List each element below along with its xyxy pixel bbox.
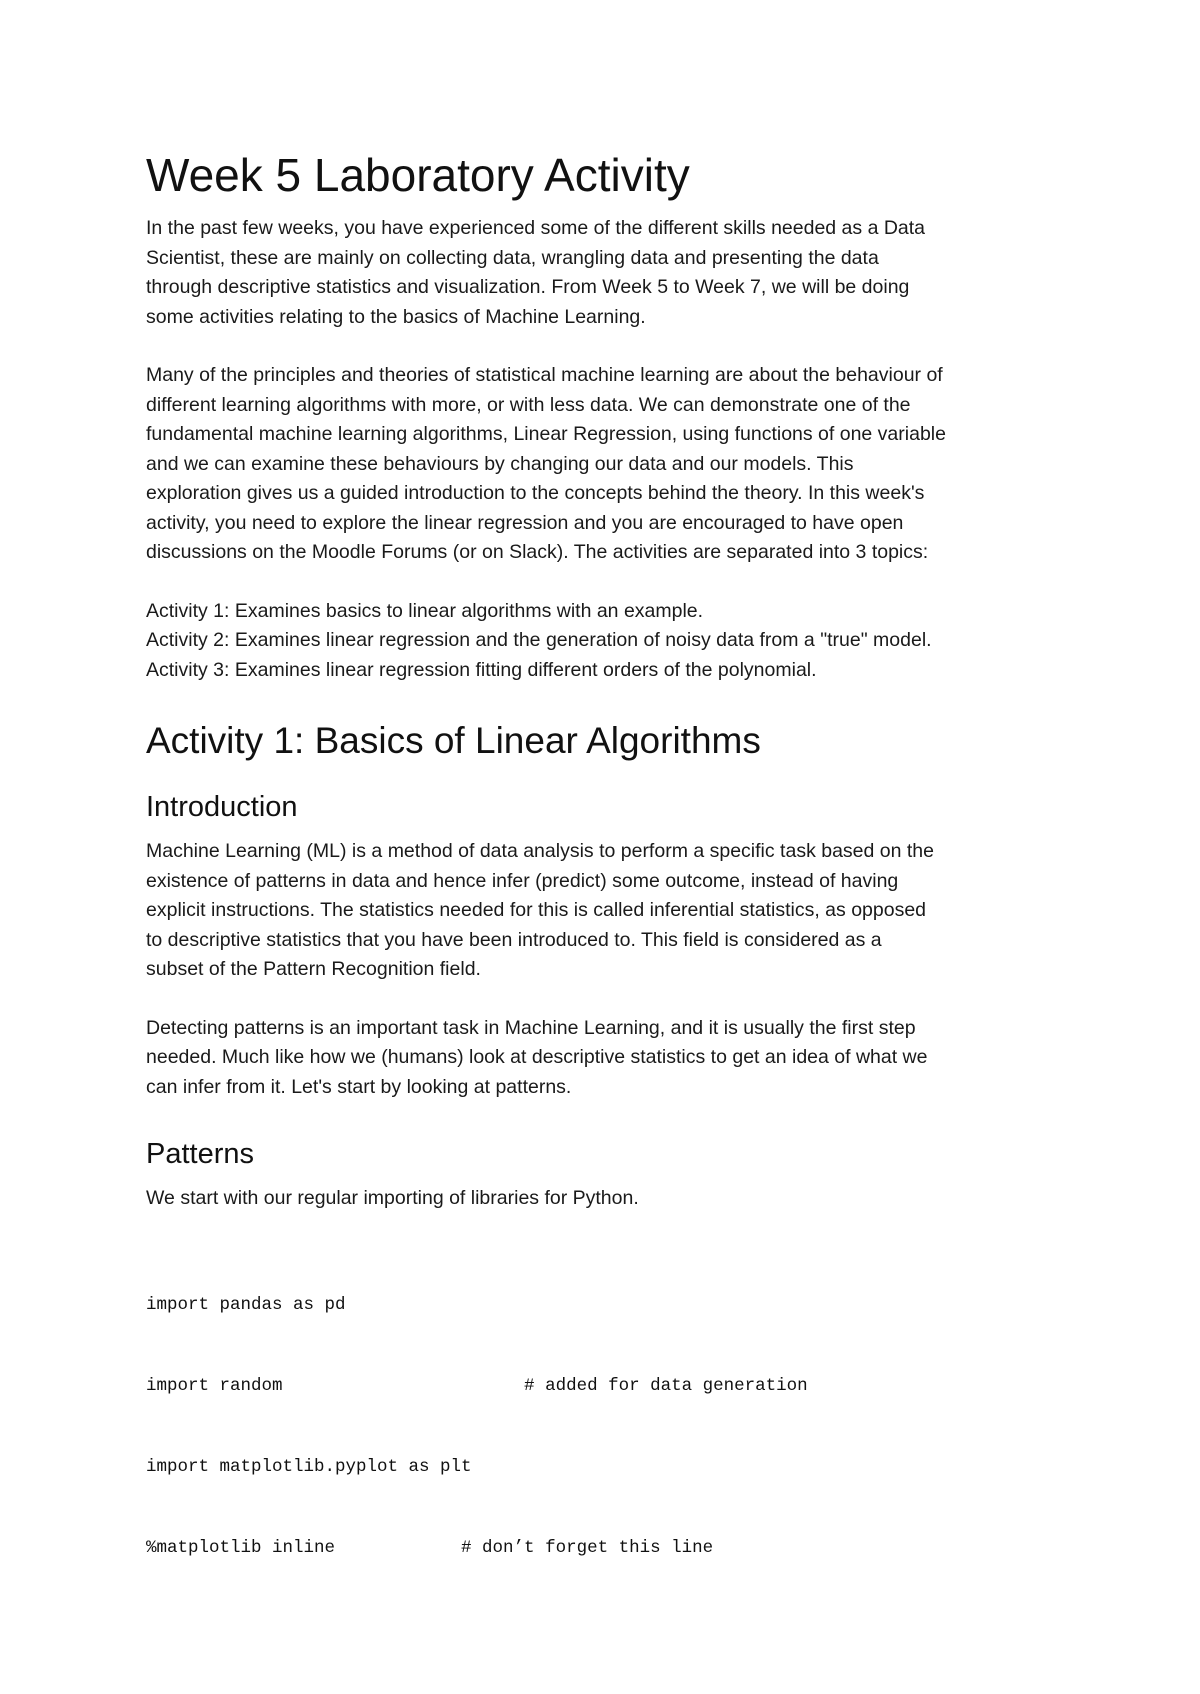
activity-list <box>146 597 1076 686</box>
text-line: Many of the principles and theories of statistical machine learning are about the behaviour of <box>146 364 943 386</box>
text-line: exploration gives us a guided introduction to the concepts behind the theory. In this week's <box>146 482 925 504</box>
text-line: fundamental machine learning algorithms, Linear Regression, using functions of one variable <box>146 423 946 445</box>
code-block <box>146 1238 1076 1616</box>
patterns-paragraph: We start with our regular importing of libraries for Python. <box>146 1187 639 1209</box>
text-line: existence of patterns in data and hence infer (predict) some outcome, instead of having <box>146 869 899 892</box>
text-line: Scientist, these are mainly on collecting data, wrangling data and presenting the data <box>146 246 879 269</box>
subsection-title-introduction: Introduction <box>146 791 298 823</box>
text-line: can infer from it. Let's start by looking at patterns. <box>146 1075 572 1098</box>
intro-paragraph-2 <box>146 361 1076 568</box>
code-line: import random # added for data generation <box>146 1375 808 1396</box>
text-line: subset of the Pattern Recognition field. <box>146 958 481 980</box>
text-line: through descriptive statistics and visualization. From Week 5 to Week 7, we will be doing <box>146 276 910 298</box>
text-line: Machine Learning (ML) is a method of data analysis to perform a specific task based on the <box>146 840 934 862</box>
text-line: different learning algorithms with more, or with less data. We can demonstrate one of the <box>146 393 911 416</box>
code-line: import matplotlib.pyplot as plt <box>146 1456 472 1477</box>
text-line: some activities relating to the basics of Machine Learning. <box>146 305 646 328</box>
list-item: Activity 1: Examines basics to linear algorithms with an example. <box>146 599 704 622</box>
code-line: import pandas as pd <box>146 1294 346 1315</box>
list-item: Activity 3: Examines linear regression fitting different orders of the polynomial. <box>146 658 817 681</box>
document-title: Week 5 Laboratory Activity <box>146 149 690 201</box>
intro-paragraph-1 <box>146 214 1076 332</box>
text-line: explicit instructions. The statistics needed for this is called inferential statistics, as opposed <box>146 899 927 921</box>
introduction-paragraph-2 <box>146 1014 1076 1103</box>
text-line: activity, you need to explore the linear regression and you are encouraged to have open <box>146 511 904 534</box>
text-line: needed. Much like how we (humans) look at descriptive statistics to get an idea of what we <box>146 1046 928 1068</box>
text-line: to descriptive statistics that you have been introduced to. This field is considered as a <box>146 928 882 951</box>
text-line: and we can examine these behaviours by changing our data and our models. This <box>146 452 854 475</box>
text-line: In the past few weeks, you have experienced some of the different skills needed as a Data <box>146 217 926 239</box>
code-line: %matplotlib inline # don’t forget this line <box>146 1537 714 1558</box>
text-line: Detecting patterns is an important task in Machine Learning, and it is usually the first step <box>146 1016 916 1039</box>
text-line: discussions on the Moodle Forums (or on Slack). The activities are separated into 3 topics: <box>146 541 929 563</box>
introduction-paragraph-1 <box>146 837 1076 985</box>
list-item: Activity 2: Examines linear regression and the generation of noisy data from a "true" model. <box>146 629 932 651</box>
section-title-activity-1: Activity 1: Basics of Linear Algorithms <box>146 720 761 761</box>
document-page <box>146 148 1076 1616</box>
intro-block <box>146 214 1076 685</box>
subsection-title-patterns: Patterns <box>146 1138 254 1170</box>
